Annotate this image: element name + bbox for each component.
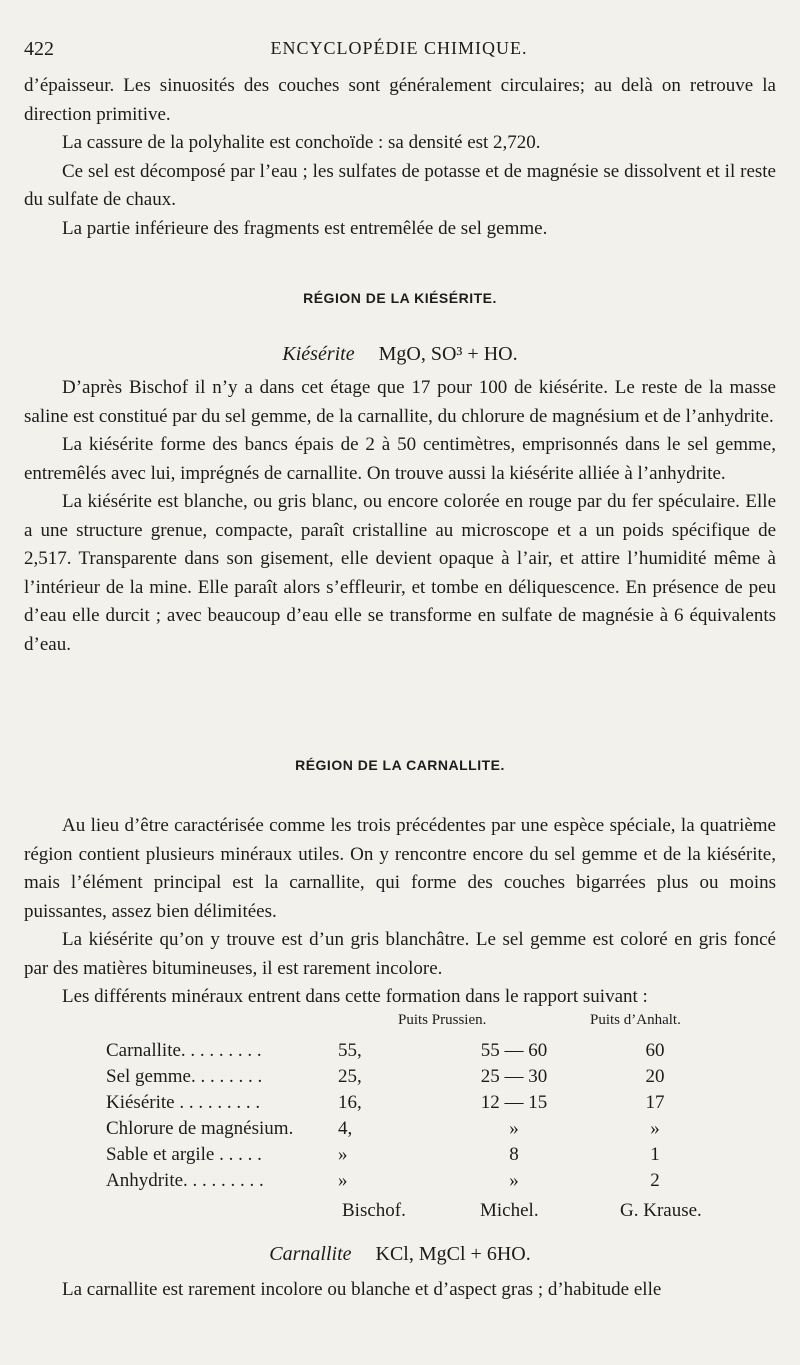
- row-label: Kiésérite . . . . . . . . .: [106, 1092, 261, 1113]
- carnallite-text: [24, 812, 776, 1012]
- page-header: [24, 38, 774, 66]
- carnallite-closing-text: [24, 1276, 776, 1305]
- cell: 12 — 15: [480, 1092, 548, 1113]
- formula-name: Carnallite: [269, 1243, 352, 1265]
- cell: »: [338, 1170, 348, 1191]
- cell: »: [509, 1170, 519, 1191]
- column-header: Puits d’Anhalt.: [590, 1012, 681, 1028]
- formula-carnallite: [0, 1243, 800, 1266]
- kieserite-text: [24, 374, 776, 659]
- cell: 55 — 60: [480, 1040, 548, 1061]
- paragraph: La kiésérite qu’on y trouve est d’un gris blanchâtre. Le sel gemme est coloré en gris foncé par des matières bitumineuses, il est rarement incolore.: [24, 929, 776, 979]
- formula-expression: KCl, MgCl + 6HO.: [375, 1243, 531, 1265]
- paragraph: Au lieu d’être caractérisée comme les trois précédentes par une espèce spéciale, la quatrième région contient plusieurs minéraux utiles. On y rencontre encore du sel gemme et de la kiésérite, mais l’élément principal est la carnallite, qui forme des couches bigarrées plus ou moins puissantes, assez bien délimitées.: [24, 815, 776, 922]
- source-credit: G. Krause.: [620, 1200, 702, 1221]
- paragraph: Les différents minéraux entrent dans cette formation dans le rapport suivant :: [62, 986, 648, 1007]
- table-row: [40, 1066, 760, 1094]
- table-row: [40, 1118, 760, 1146]
- table-row: [40, 1092, 760, 1120]
- section-heading-carnallite: RÉGION DE LA CARNALLITE.: [295, 757, 505, 773]
- cell: 1: [650, 1144, 660, 1165]
- cell: 4,: [338, 1118, 353, 1139]
- cell: 17: [645, 1092, 665, 1113]
- paragraph: D’après Bischof il n’y a dans cet étage que 17 pour 100 de kiésérite. Le reste de la masse saline est constitué par du sel gemme, de la carnallite, du chlorure de magnésium et de l’anhydrite.: [24, 377, 776, 427]
- paragraph: La cassure de la polyhalite est conchoïde : sa densité est 2,720.: [62, 132, 541, 153]
- formula-expression: MgO, SO³ + HO.: [378, 343, 518, 365]
- cell: 60: [645, 1040, 665, 1061]
- cell: 20: [645, 1066, 665, 1087]
- minerals-table: [40, 1012, 760, 1230]
- cell: »: [509, 1118, 519, 1139]
- section-heading-kieserite: RÉGION DE LA KIÉSÉRITE.: [303, 290, 497, 306]
- source-credit: Michel.: [480, 1200, 539, 1221]
- cell: 25,: [338, 1066, 362, 1087]
- cell: »: [650, 1118, 660, 1139]
- row-label: Chlorure de magnésium.: [106, 1118, 294, 1139]
- row-label: Anhydrite. . . . . . . . .: [106, 1170, 264, 1191]
- paragraph: La kiésérite forme des bancs épais de 2 à 50 centimètres, emprisonnés dans le sel gemme, entremêlés avec lui, imprégnés de carnallite. On trouve aussi la kiésérite alliée à l’anhydrite.: [24, 434, 776, 484]
- paragraph: Ce sel est décomposé par l’eau ; les sulfates de potasse et de magnésie se dissolvent et il reste du sulfate de chaux.: [24, 160, 776, 210]
- page-number: 422: [24, 38, 54, 60]
- paragraph: d’épaisseur. Les sinuosités des couches sont généralement circulaires; au delà on retrouve la direction primitive.: [24, 75, 776, 125]
- cell: 16,: [338, 1092, 362, 1113]
- paragraph: La kiésérite est blanche, ou gris blanc, ou encore colorée en rouge par du fer spéculaire. Elle a une structure grenue, compacte, paraît cristalline au microscope et a un poids spécifique de 2,517. Transparente dans son gisement, elle devient opaque à l’air, et attire l’humidité même à l’intérieur de la mine. Elle paraît alors s’effleurir, et tombe en déliquescence. En présence de peu d’eau elle durcit ; avec beaucoup d’eau elle se transforme en sulfate de magnésie à 6 équivalents d’eau.: [24, 491, 776, 655]
- running-title: ENCYCLOPÉDIE CHIMIQUE.: [270, 38, 528, 58]
- cell: 2: [650, 1170, 660, 1191]
- paragraph: La carnallite est rarement incolore ou blanche et d’aspect gras ; d’habitude elle: [62, 1279, 662, 1300]
- row-label: Sel gemme. . . . . . . .: [106, 1066, 263, 1087]
- cell: »: [338, 1144, 348, 1165]
- table-row: [40, 1170, 760, 1198]
- source-credit: Bischof.: [342, 1200, 406, 1221]
- formula-name: Kiésérite: [282, 343, 355, 365]
- table-row: [40, 1040, 760, 1068]
- paragraph: La partie inférieure des fragments est entremêlée de sel gemme.: [62, 217, 548, 239]
- row-label: Carnallite. . . . . . . . .: [106, 1040, 262, 1061]
- cell: 8: [509, 1144, 519, 1165]
- cell: 55,: [338, 1040, 362, 1061]
- column-header: Puits Prussien.: [398, 1012, 487, 1028]
- table-row: [40, 1144, 760, 1172]
- formula-kieserite: [0, 343, 800, 366]
- table-sources: [40, 1200, 760, 1228]
- row-label: Sable et argile . . . . .: [106, 1144, 262, 1165]
- cell: 25 — 30: [480, 1066, 548, 1087]
- intro-text: [24, 72, 776, 243]
